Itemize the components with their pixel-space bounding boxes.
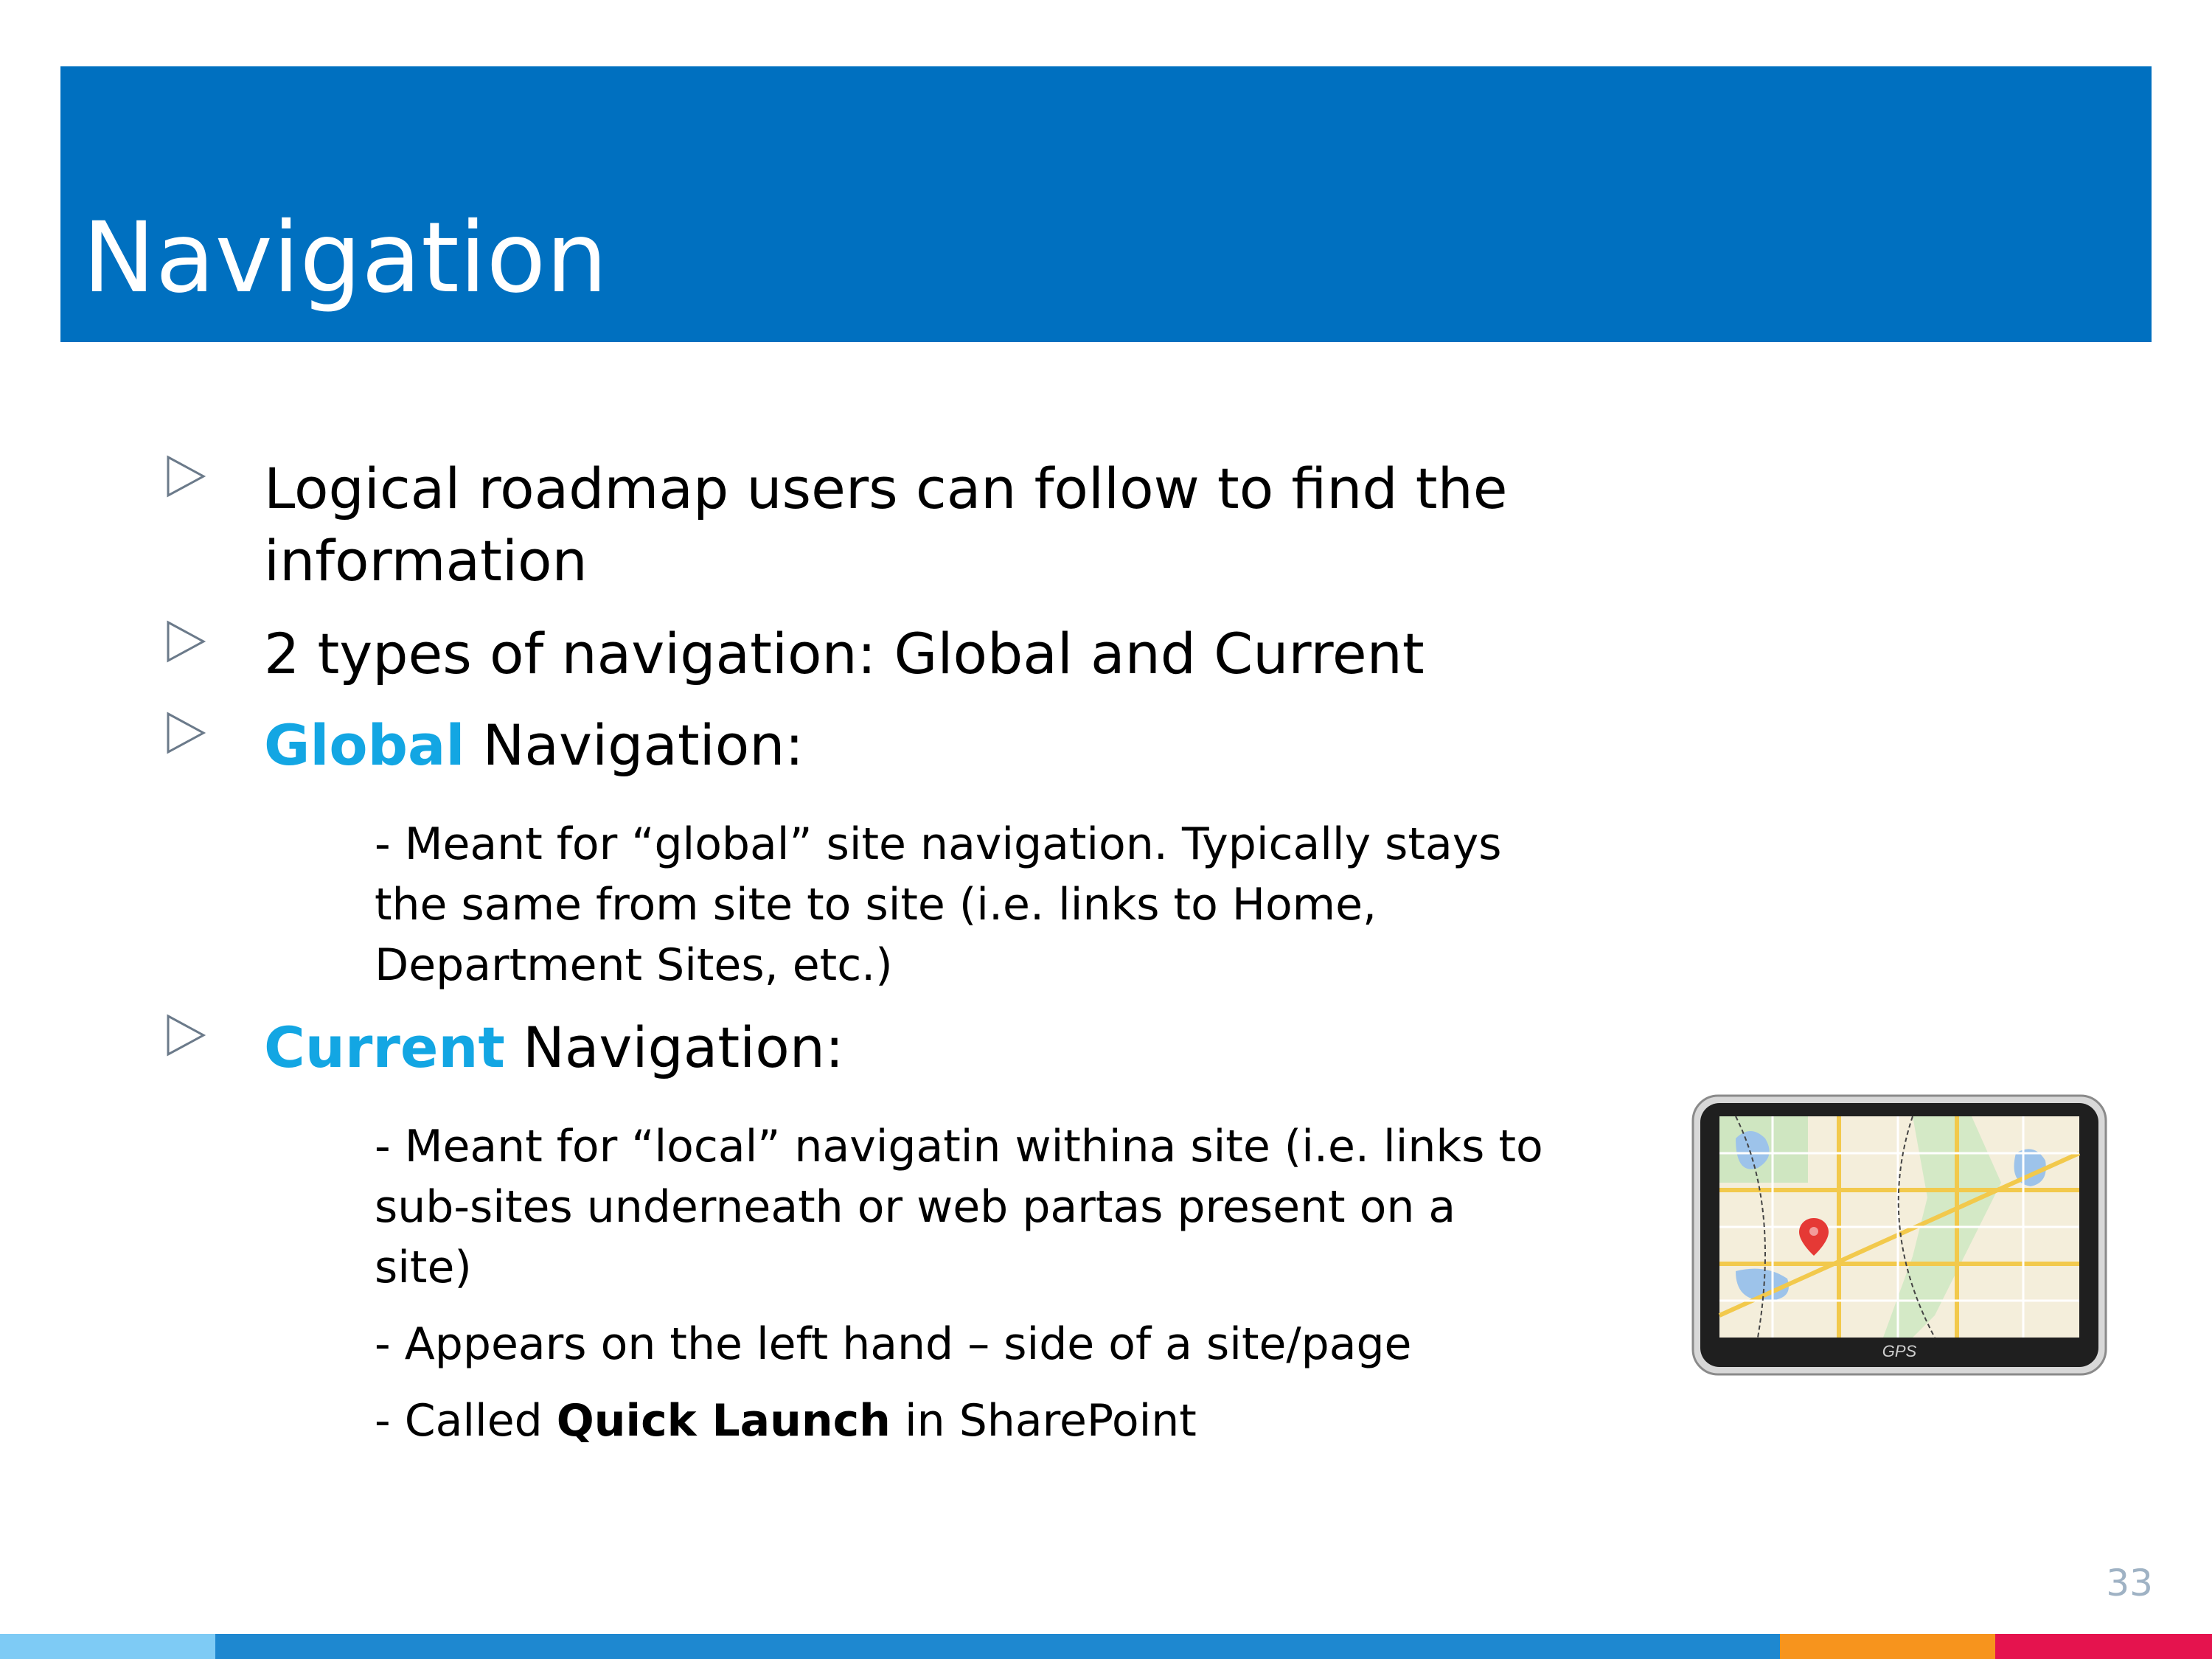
gps-label: GPS [1882, 1342, 1917, 1360]
footer-segment-blue [215, 1634, 1780, 1659]
bullet-1-line-1: Logical roadmap users can follow to find the [264, 456, 1508, 521]
slide-title: Navigation [83, 201, 608, 315]
current-sub-line-1: - Meant for “local” navigatin withina site (i.e. links to [375, 1121, 1543, 1172]
bullet-triangle-icon [164, 711, 208, 755]
global-sub-line-1: - Meant for “global” site navigation. Typically stays [375, 818, 1502, 870]
current-sub-appears: - Appears on the left hand – side of a site/page [375, 1318, 1412, 1370]
footer-segment-light-blue [0, 1634, 215, 1659]
page-number: 33 [2106, 1562, 2153, 1604]
current-rest: Navigation: [504, 1015, 844, 1080]
current-sub-line-3: site) [375, 1242, 472, 1293]
bullet-triangle-icon [164, 1013, 208, 1057]
global-sub-line-3: Department Sites, etc.) [375, 939, 893, 991]
bullet-1-line-2: information [264, 528, 588, 594]
called-prefix: - Called [375, 1395, 557, 1447]
gps-device-icon [1691, 1094, 2107, 1376]
global-keyword: Global [264, 712, 465, 778]
bullet-3-text [264, 709, 804, 782]
quick-launch-term: Quick Launch [556, 1395, 891, 1447]
current-keyword: Current [264, 1015, 505, 1080]
global-rest: Navigation: [465, 712, 804, 778]
bullet-2-text: 2 types of navigation: Global and Current [264, 621, 1425, 686]
called-suffix: in SharePoint [890, 1395, 1197, 1447]
bullet-triangle-icon [164, 619, 208, 664]
current-sub-called [375, 1391, 1197, 1451]
footer-color-strip [0, 1634, 2212, 1659]
bullet-triangle-icon [164, 454, 208, 498]
current-sub-line-2: sub-sites underneath or web partas present on a [375, 1181, 1456, 1233]
footer-segment-orange [1780, 1634, 1995, 1659]
footer-segment-red [1995, 1634, 2212, 1659]
bullet-4-text [264, 1012, 844, 1084]
global-sub-line-2: the same from site to site (i.e. links to Home, [375, 879, 1377, 931]
